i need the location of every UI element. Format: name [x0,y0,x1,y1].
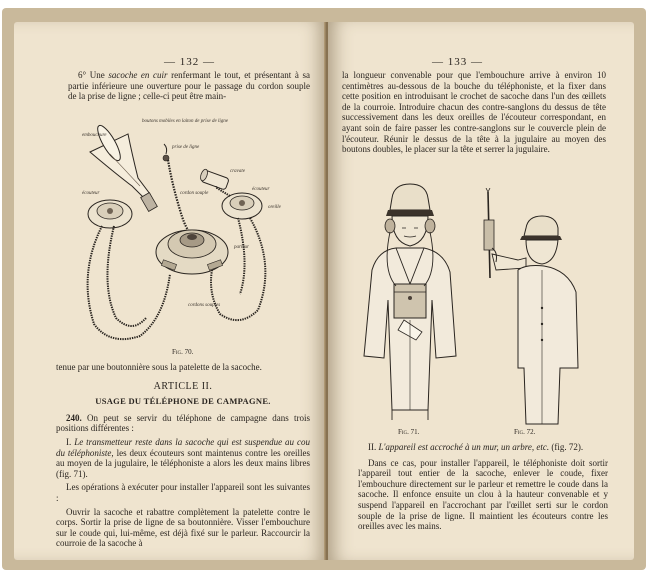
figure-72-telephonist-wall [478,188,588,428]
point-1-emphasis: Le transmetteur reste dans la sacoche qui est suspendue au cou du téléphoniste, [56,436,310,458]
point-2-emphasis: L'appareil est accroché à un mur, un arbre, etc. [378,442,550,452]
article-title: ARTICLE II. [153,380,213,392]
point-1 [56,437,310,479]
intro-lead: Une [89,70,105,80]
page-number-left: — 132 — [164,56,215,68]
label-boutons: boutons mobiles en laiton de prise de ligne [142,119,228,124]
point-2 [358,442,608,453]
para-240 [56,413,310,434]
para-240-number: 240. [66,412,82,423]
figure-70-telephone-diagram [80,114,300,354]
cravate-cylinder [199,168,229,190]
figure-71-telephonist-front [352,180,472,428]
top-paragraph: la longueur convenable pour que l'embouchure arrive à environ 10 centimètres au-dessous de la bouche du téléphoniste, et la fixer dans cette position en introduisant le crochet de sacoche dans l'un des œillets de la courroie. Introduire chacun des contre-sanglons du dessus de tête successivement dans les deux oreilles de l'écouteur correspondant, en ayant soin de faire passer les contre-sanglons sur le couvercle plein de l'écouteur. Réunir le dessus de la tête à la jugulaire au moyen des boutons doubles, le placer sur la tête et serrer la jugulaire. [342,70,606,155]
intro-paragraph [68,70,310,102]
label-cordons: cordons souples [188,303,221,308]
label-prise: prise de ligne [172,145,200,150]
prise-de-ligne [163,144,188,230]
point-2-rest: (fig. 72). [551,442,584,452]
parleur-base [156,230,228,274]
para-240-text: On peut se servir du téléphone de campagne dans trois positions différentes : [56,412,310,434]
ouvrir-paragraph: Ouvrir la sacoche et rabattre complètement la patelette contre le corps. Sortir la prise de ligne de sa boutonnière. Visser l'embouchure sur le coude qui, lui-même, est déjà fixé sur le parleur. Raccourcir la courroie de la sacoche à [56,506,310,549]
open-book [2,8,646,570]
figure-71-caption: Fig. 71. [398,428,420,436]
point-1-rest: les deux écouteurs sont maintenus contre les oreilles au moyen de la jugulaire, le téléphoniste a alors les deux mains libres (fig. 71). [56,447,310,479]
right-top-text [342,70,606,155]
right-page [328,22,634,560]
left-lower-text [56,362,310,549]
intro-emphasis: sacoche en cuir [108,70,168,80]
article-subtitle: USAGE DU TÉLÉPHONE DE CAMPAGNE. [95,396,271,407]
left-page [14,22,326,560]
label-cravate: cravate [230,169,245,174]
ecouteur-right [222,193,262,219]
right-lower-text [358,442,608,532]
label-parleur: parleur [234,245,249,250]
label-ecouteur-right: écouteur [252,187,270,192]
point-1-lead: I. [66,436,72,447]
figure-72-caption: Fig. 72. [514,428,536,436]
label-embouchure: embouchure [82,133,107,138]
ecouteur-left [88,200,132,228]
dans-ce-cas-paragraph: Dans ce cas, pour installer l'appareil, le téléphoniste doit sortir l'appareil tout entier de la sacoche, enlever le coude, fixer l'embouchure directement sur le parleur et remettre le coude dans la sacoche. Il enfonce ensuite un clou à la hauteur convenable et y suspend l'appareil en l'accrochant par l'œillet serti sur le cordon souple de la prise de ligne. Il maintient les écouteurs contre les oreilles avec les mains. [358,457,608,532]
tenue-paragraph: tenue par une boutonnière sous la patelette de la sacoche. [56,362,262,372]
figure-70-caption: Fig. 70. [172,348,194,356]
intro-rest: renfermant le tout, et présentant à sa partie inférieure une ouverture pour le passage du cordon souple de la prise de ligne ; celle-ci peut être main- [68,70,310,102]
page-number-right: — 133 — [432,56,483,68]
point-2-lead: II. [368,442,377,452]
label-cordon: cordon souple [180,191,209,196]
operations-paragraph: Les opérations à exécuter pour installer l'appareil sont les suivantes : [56,482,310,503]
label-oreille: oreille [268,205,281,210]
intro-marker: 6° [78,70,87,80]
label-ecouteur-left: écouteur [82,191,100,196]
